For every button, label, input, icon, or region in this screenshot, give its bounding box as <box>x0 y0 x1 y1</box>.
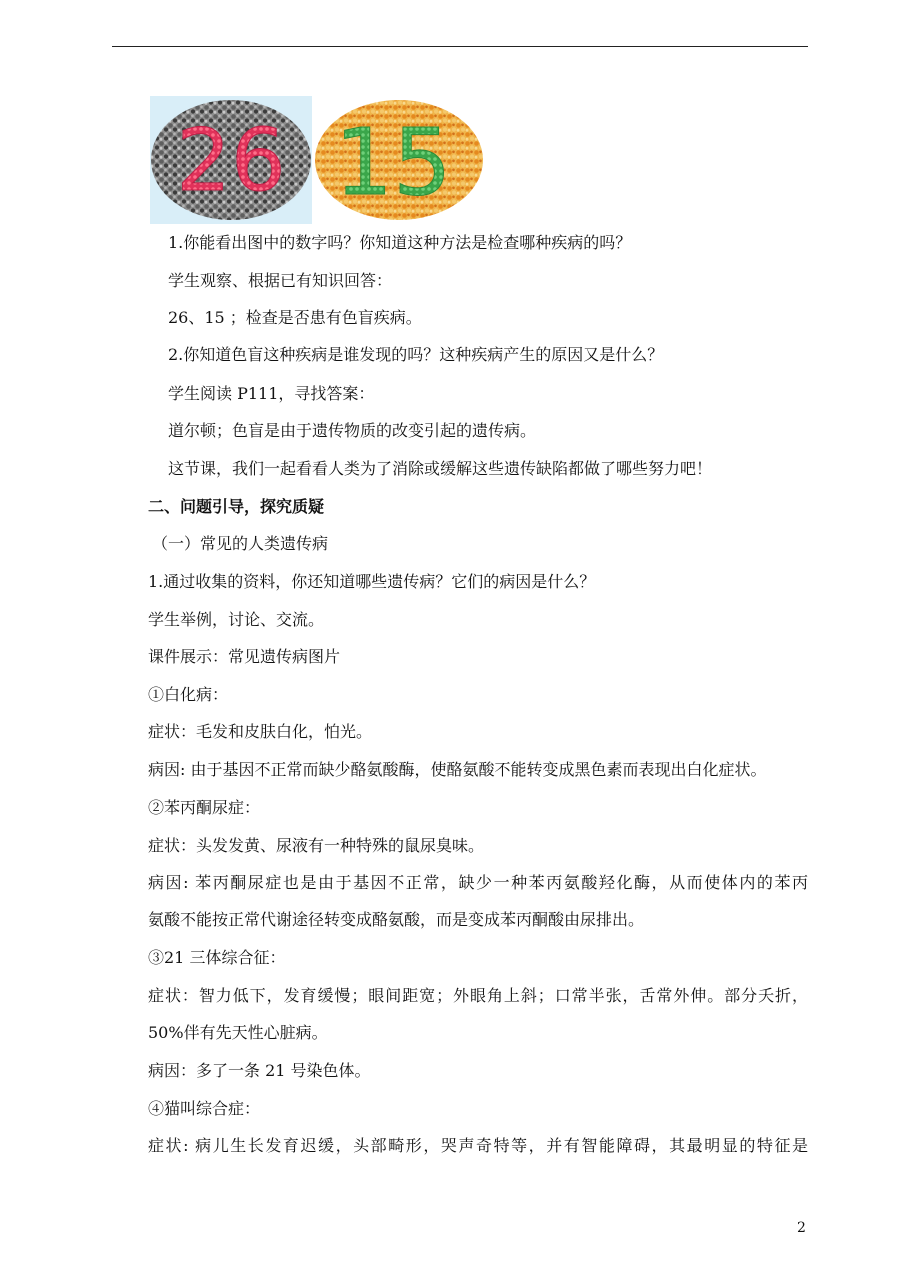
pku-symptom: 症状：头发发黄、尿液有一种特殊的鼠尿臭味。 <box>148 836 485 855</box>
courseware-note: 课件展示：常见遗传病图片 <box>148 647 341 666</box>
albinism-symptom: 症状：毛发和皮肤白化，怕光。 <box>148 722 373 741</box>
plate-2-digits: 15 <box>334 109 452 216</box>
answer-2: 道尔顿；色盲是由于遗传物质的改变引起的遗传病。 <box>168 421 537 440</box>
down-cause: 病因：多了一条 21 号染色体。 <box>148 1061 371 1080</box>
question-1: 1.你能看出图中的数字吗？你知道这种方法是检查哪种疾病的吗？ <box>168 233 632 252</box>
question-3: 1.通过收集的资料，你还知道哪些遗传病？它们的病因是什么？ <box>148 572 596 591</box>
page-number: 2 <box>797 1220 806 1236</box>
ishihara-plates-svg <box>150 96 490 224</box>
cri-du-chat-symptom: 症状: 病儿生长发育迟缓，头部畸形，哭声奇特等，并有智能障碍，其最明显的特征是 <box>148 1136 808 1155</box>
pku-cause-line-1: 病因: 苯丙酮尿症也是由于基因不正常，缺少一种苯丙氨酸羟化酶，从而使体内的苯丙 <box>148 873 808 892</box>
disease-albinism-title: ①白化病： <box>148 685 229 704</box>
disease-pku-title: ②苯丙酮尿症： <box>148 798 261 817</box>
albinism-cause: 病因: 由于基因不正常而缺少酪氨酸酶，使酪氨酸不能转变成黑色素而表现出白化症状。 <box>148 760 767 779</box>
down-symptom-line-1: 症状：智力低下，发育缓慢；眼间距宽；外眼角上斜；口常半张，舌常外伸。部分夭折， <box>148 986 808 1005</box>
section-heading: 二、问题引导，探究质疑 <box>148 497 325 516</box>
answer-intro-1: 学生观察、根据已有知识回答： <box>168 271 393 290</box>
down-symptom-line-2: 50%伴有先天性心脏病。 <box>148 1023 328 1042</box>
color-blindness-test-images <box>150 96 490 224</box>
subsection-heading: （一）常见的人类遗传病 <box>152 534 329 553</box>
header-rule <box>112 46 808 47</box>
disease-cri-du-chat-title: ④猫叫综合症： <box>148 1099 261 1118</box>
plate-1-digits: 26 <box>176 111 286 211</box>
student-activity: 学生举例，讨论、交流。 <box>148 610 325 629</box>
answer-intro-2: 学生阅读 P111，寻找答案： <box>168 384 375 403</box>
question-2: 2.你知道色盲这种疾病是谁发现的吗？这种疾病产生的原因又是什么？ <box>168 345 664 364</box>
transition-text: 这节课，我们一起看看人类为了消除或缓解这些遗传缺陷都做了哪些努力吧！ <box>168 459 713 478</box>
disease-down-title: ③21 三体综合征： <box>148 948 286 967</box>
pku-cause-line-2: 氨酸不能按正常代谢途径转变成酪氨酸，而是变成苯丙酮酸由尿排出。 <box>148 910 645 929</box>
answer-1: 26、15 ；检查是否患有色盲疾病。 <box>168 308 422 327</box>
